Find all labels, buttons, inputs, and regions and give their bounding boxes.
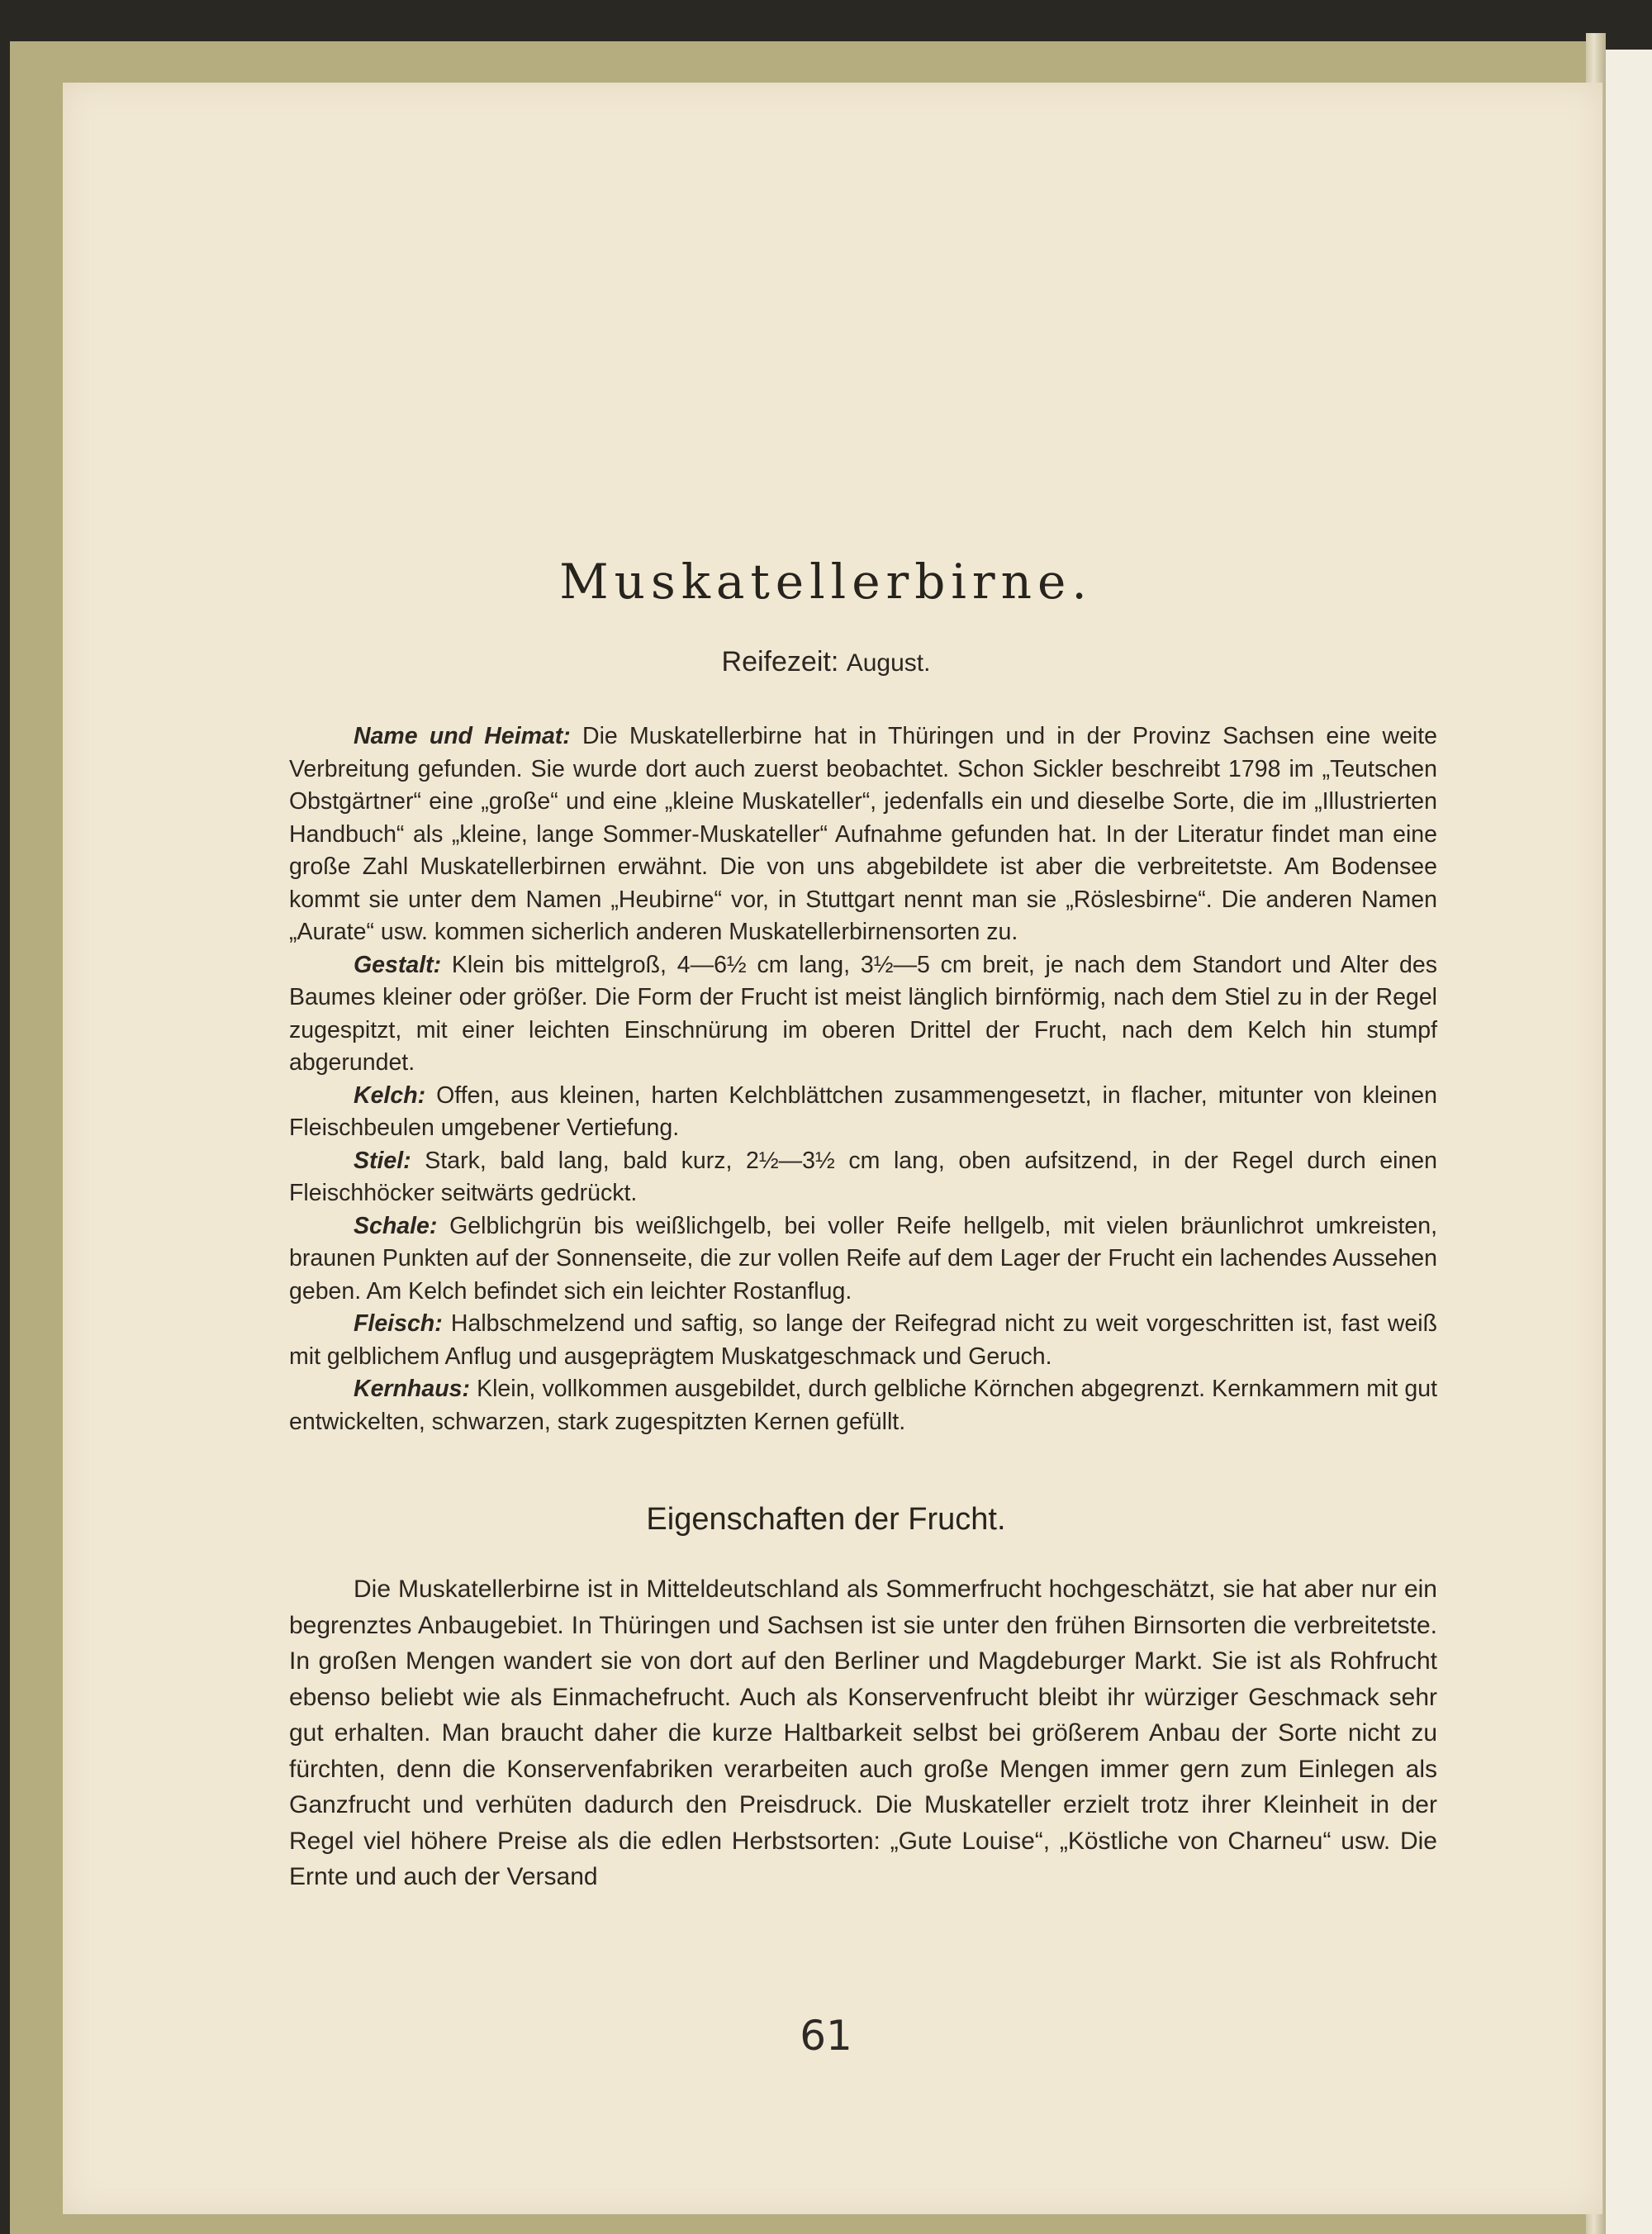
section-label: Kelch: (354, 1081, 426, 1109)
section-label: Gestalt: (354, 951, 442, 978)
paragraph-skin (289, 1210, 1437, 1309)
section-text: Die Muskatellerbirne hat in Thüringen und in der Provinz Sachsen eine weite Verbreitung gefunden. Sie wurde dort auch zuerst beobachtet. Schon Sickler beschreibt 1798 im „Teutschen Obstgärtner“ eine „große“ und eine „kleine Muskateller“, jedenfalls ein und dieselbe Sorte, die im „Illustrierten Handbuch“ als „kleine, lange Sommer-Muskateller“ Aufnahme gefunden hat. In der Literatur findet man eine große Zahl Muskatellerbirnen erwähnt. Die von uns abgebildete ist aber die verbreitetste. Am Bodensee kommt sie unter dem Namen „Heubirne“ vor, in Stuttgart nennt man sie „Röslesbirne“. Die anderen Namen „Aurate“ usw. kommen sicherlich anderen Muskatellerbirnensorten zu. (289, 723, 1438, 945)
section-label: Kernhaus: (354, 1376, 470, 1402)
paragraph-core (289, 1373, 1437, 1438)
section-text: Halbschmelzend und saftig, so lange der Reifegrad nicht zu weit vorgeschritten ist, fast weiß mit gelblichem Anflug und ausgeprägtem Muskatgeschmack und Geruch. (289, 1310, 1438, 1370)
ripening-value: August. (846, 649, 931, 677)
ripening-label: Reifezeit: (721, 646, 839, 677)
properties-section (289, 1571, 1437, 1895)
adjacent-page-edge (1606, 50, 1652, 2234)
paragraph-name-origin (289, 720, 1437, 949)
ripening-time (0, 646, 1652, 678)
description-section (289, 720, 1437, 1438)
section-text: Klein bis mittelgroß, 4—6½ cm lang, 3½—5 cm breit, je nach dem Standort und Alter des Baumes kleiner oder größer. Die Form der Frucht ist meist länglich birnförmig, nach dem Stiel zu in der Regel zugespitzt, mit einer leichten Einschnürung im oberen Drittel der Frucht, nach dem Kelch hin stumpf abgerundet. (289, 951, 1437, 1076)
paragraph-calyx (289, 1080, 1437, 1145)
page-title: Muskatellerbirne. (559, 554, 1093, 610)
section-heading-properties: Eigenschaften der Frucht. (646, 1502, 1006, 1537)
section-text: Offen, aus kleinen, harten Kelchblättchen zusammengesetzt, in flacher, mitunter von kleinen Fleischbeulen umgebener Vertiefung. (289, 1081, 1437, 1141)
section-label: Name und Heimat: (354, 723, 571, 749)
page-number: 61 (800, 2012, 852, 2060)
paragraph-flesh (289, 1308, 1437, 1373)
section-text: Gelblichgrün bis weißlichgelb, bei voller Reife hellgelb, mit vielen bräunlichrot umkreisten, braunen Punkten auf der Sonnenseite, die zur vollen Reife auf dem Lager der Frucht ein lachendes Aussehen geben. Am Kelch befindet sich ein leichter Rostanflug. (289, 1212, 1438, 1305)
section-label: Stiel: (354, 1147, 411, 1174)
section-text: Klein, vollkommen ausgebildet, durch gelbliche Körnchen abgegrenzt. Kernkammern mit gut entwickelten, schwarzen, stark zugespitzten Kernen gefüllt. (289, 1376, 1437, 1435)
paragraph-shape (289, 949, 1437, 1080)
section-text: Stark, bald lang, bald kurz, 2½—3½ cm lang, oben aufsitzend, in der Regel durch einen Fleischhöcker seitwärts gedrückt. (289, 1147, 1438, 1206)
paragraph-stem (289, 1145, 1437, 1210)
section-label: Fleisch: (354, 1310, 443, 1337)
section-label: Schale: (354, 1212, 438, 1239)
paragraph-properties: Die Muskatellerbirne ist in Mitteldeutschland als Sommerfrucht hochgeschätzt, sie hat aber nur ein begrenztes Anbaugebiet. In Thüringen und Sachsen ist sie unter den frühen Birnsorten die verbreitetste. In großen Mengen wandert sie von dort auf den Berliner und Magdeburger Markt. Sie ist als Rohfrucht ebenso beliebt wie als Einmachefrucht. Auch als Konservenfrucht bleibt ihr würziger Geschmack sehr gut erhalten. Man braucht daher die kurze Haltbarkeit selbst bei größerem Anbau der Sorte nicht zu fürchten, denn die Konservenfabriken verarbeiten auch große Mengen immer gern zum Einlegen als Ganzfrucht und verhüten dadurch den Preisdruck. Die Muskateller erzielt trotz ihrer Kleinheit in der Regel viel höhere Preise als die edlen Herbstsorten: „Gute Louise“, „Köstliche von Charneu“ usw. Die Ernte und auch der Versand (289, 1576, 1437, 1890)
